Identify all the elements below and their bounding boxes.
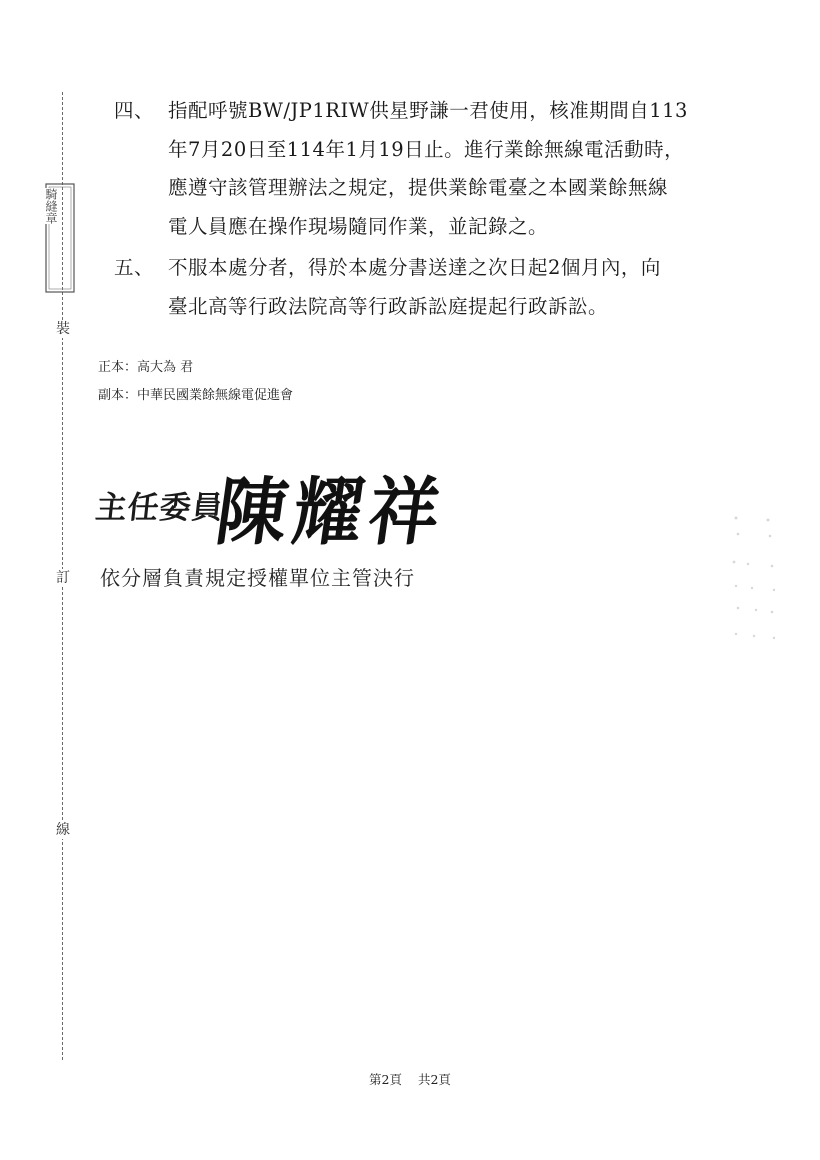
signature-name: 陳耀祥 xyxy=(211,469,452,556)
clause-line: 應遵守該管理辦法之規定，提供業餘電臺之本國業餘無線 xyxy=(168,176,669,199)
seam-seal-text: 騎縫章 xyxy=(44,188,58,224)
page-number: 第2頁 xyxy=(369,1072,402,1087)
clause-four xyxy=(114,92,734,246)
binding-char-ding: 訂 xyxy=(56,570,70,586)
distribution-copy: 副本：中華民國業餘無線電促進會 xyxy=(98,388,294,403)
clause-line: 指配呼號BW/JP1RIW供星野謙一君使用，核准期間自113 xyxy=(168,99,688,122)
clause-line: 年7月20日至114年1月19日止。進行業餘無線電活動時， xyxy=(168,137,685,161)
binding-char-xian: 線 xyxy=(56,822,70,838)
clause-five xyxy=(114,249,734,326)
page-footer xyxy=(0,1070,820,1088)
scan-artifact-dots xyxy=(728,512,788,652)
binding-char-zhuang: 裝 xyxy=(56,321,70,337)
clause-line: 不服本處分者，得於本處分書送達之次日起2個月內，向 xyxy=(168,256,661,279)
signature-block xyxy=(93,452,496,556)
page-total: 共2頁 xyxy=(417,1072,451,1087)
signature-title: 主任委員 xyxy=(93,490,226,526)
clause-number: 五、 xyxy=(114,256,155,279)
clause-number: 四、 xyxy=(114,99,155,122)
clause-line: 電人員應在操作現場隨同作業，並記錄之。 xyxy=(168,214,549,238)
clause-line: 臺北高等行政法院高等行政訴訟庭提起行政訴訟。 xyxy=(168,294,609,318)
delegation-note: 依分層負責規定授權單位主管決行 xyxy=(100,566,415,590)
distribution-original: 正本：高大為 君 xyxy=(98,360,194,375)
